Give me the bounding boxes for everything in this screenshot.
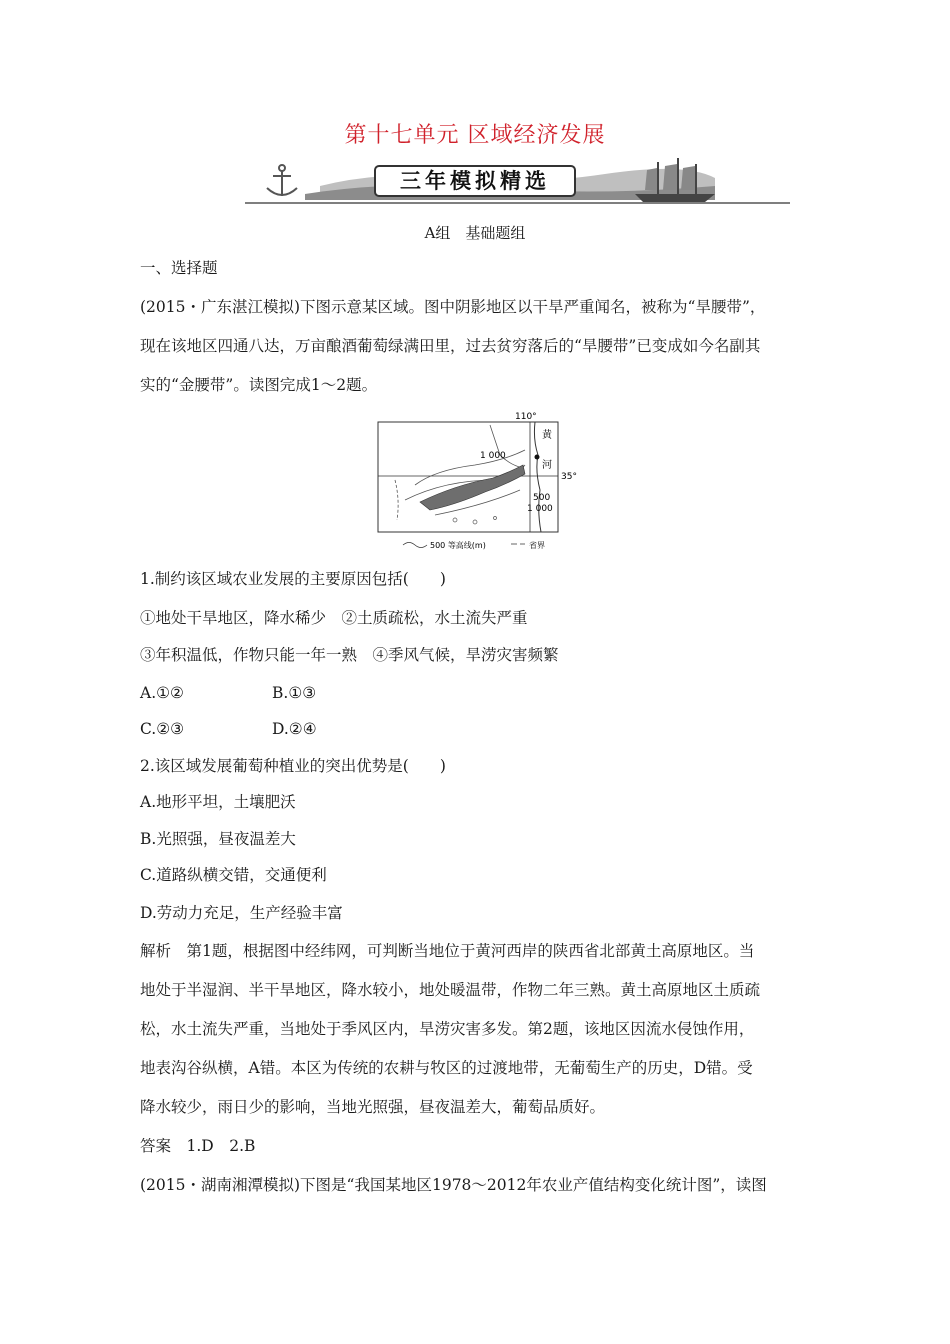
- longitude-label: 110°: [515, 412, 537, 422]
- analysis-line-1: 解析 第1题，根据图中经纬网，可判断当地位于黄河西岸的陕西省北部黄土高原地区。当: [140, 942, 755, 960]
- q1-option-d: D.②④: [272, 720, 317, 738]
- q2-stem: 2.该区域发展葡萄种植业的突出优势是( ): [140, 757, 446, 775]
- group-title: A组 基础题组: [424, 224, 526, 242]
- q2-option-d: D.劳动力充足，生产经验丰富: [140, 904, 343, 922]
- contour-label-1000-top: 1 000: [480, 451, 506, 461]
- analysis-line-2: 地处于半湿润、半干旱地区，降水较小，地处暖温带，作物二年三熟。黄土高原地区土质疏: [140, 981, 761, 999]
- answer-line: 答案 1.D 2.B: [140, 1137, 256, 1155]
- contour-label-1000-bottom: 1 000: [527, 504, 553, 514]
- banner-text: 三年模拟精选: [400, 169, 550, 193]
- intro-line-3: 实的“金腰带”。读图完成1～2题。: [140, 376, 378, 394]
- q1-stem: 1.制约该区域农业发展的主要原因包括( ): [140, 570, 446, 588]
- analysis-line-3: 松，水土流失严重，当地处于季风区内，旱涝灾害多发。第2题，该地区因流水侵蚀作用，: [140, 1020, 755, 1038]
- analysis-line-5: 降水较少，雨日少的影响，当地光照强，昼夜温差大，葡萄品质好。: [140, 1098, 606, 1116]
- region-map: [375, 410, 575, 550]
- latitude-label: 35°: [561, 472, 577, 482]
- map-graphic: [375, 410, 575, 550]
- intro-line-2: 现在该地区四通八达，万亩酿酒葡萄绿满田里，过去贫穷落后的“旱腰带”已变成如今名副其: [140, 337, 761, 355]
- legend-border: 省界: [529, 541, 545, 550]
- section-title: 一、选择题: [140, 259, 218, 277]
- unit-title: 第十七单元 区域经济发展: [344, 123, 606, 148]
- q1-option-b: B.①③: [272, 684, 317, 702]
- q1-statements-2: ③年积温低，作物只能一年一熟 ④季风气候，旱涝灾害频繁: [140, 646, 559, 664]
- section-banner: [245, 156, 790, 206]
- q1-statements-1: ①地处干旱地区，降水稀少 ②土质疏松，水土流失严重: [140, 609, 528, 627]
- next-intro-line: (2015・湖南湘潭模拟)下图是“我国某地区1978～2012年农业产值结构变化统计图”，读图: [140, 1176, 767, 1194]
- q2-option-c: C.道路纵横交错，交通便利: [140, 866, 327, 884]
- q1-option-c: C.②③: [140, 720, 185, 738]
- river-label-2: 河: [542, 460, 552, 471]
- q2-option-b: B.光照强，昼夜温差大: [140, 830, 296, 848]
- analysis-line-4: 地表沟谷纵横，A错。本区为传统的农耕与牧区的过渡地带，无葡萄生产的历史，D错。受: [140, 1059, 753, 1077]
- q2-option-a: A.地形平坦，土壤肥沃: [140, 793, 296, 811]
- anchor-icon: [267, 165, 297, 196]
- contour-label-500: 500: [533, 493, 551, 503]
- q1-option-a: A.①②: [140, 684, 184, 702]
- intro-line-1: (2015・广东湛江模拟)下图示意某区域。图中阴影地区以干旱严重闻名，被称为“旱腰带”，: [140, 298, 766, 316]
- river-label-1: 黄: [542, 430, 552, 441]
- legend-contour: 500 等高线(m): [430, 541, 486, 550]
